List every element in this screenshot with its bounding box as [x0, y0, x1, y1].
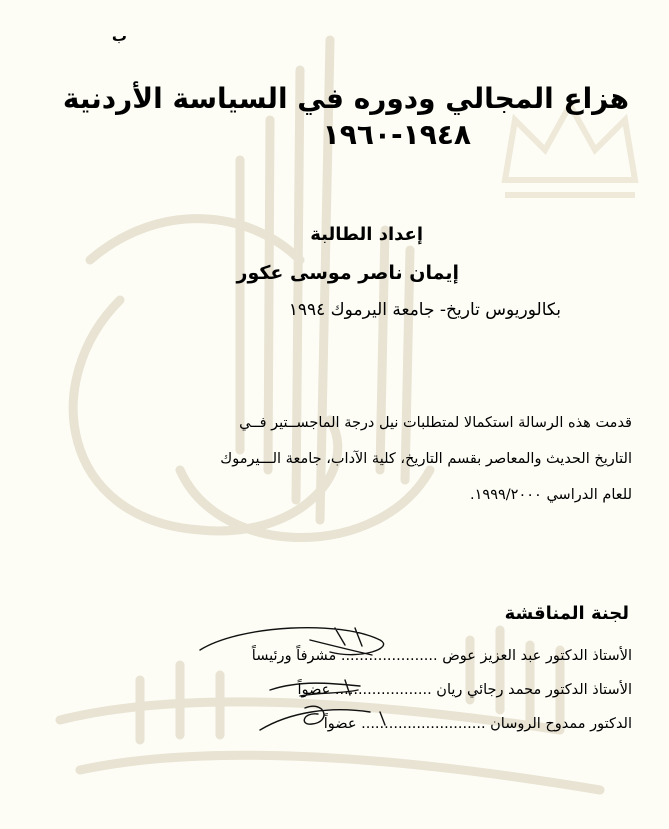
thesis-years: ١٩٤٨-١٩٦٠: [322, 118, 471, 151]
student-name: إيمان ناصر موسى عكور: [236, 262, 459, 284]
paragraph-line: التاريخ الحديث والمعاصر بقسم التاريخ، كلية الآداب، جامعة الـــيرموك: [220, 451, 632, 467]
committee-member: الأستاذ الدكتور عبد العزيز عوض ..................... مشرفاً ورئيساً: [251, 648, 632, 664]
submission-paragraph: [112, 405, 632, 513]
thesis-title: هزاع المجالي ودوره في السياسة الأردنية: [62, 82, 629, 115]
watermark-stroke: [80, 755, 600, 790]
paragraph-line: قدمت هذه الرسالة استكمالا لمتطلبات نيل درجة الماجســتير فــي: [239, 415, 632, 431]
crown-shape: [505, 105, 635, 180]
committee-member: الدكتور ممدوح الروسان ........................... عضواً: [323, 716, 632, 732]
committee-title: لجنة المناقشة: [504, 603, 629, 624]
prepared-by-label: إعداد الطالبة: [310, 224, 423, 245]
paragraph-line: للعام الدراسي ١٩٩٩/٢٠٠٠.: [470, 487, 632, 503]
page-letter: ب: [111, 27, 127, 45]
student-degree: بكالوريوس تاريخ- جامعة اليرموك ١٩٩٤: [288, 300, 561, 320]
committee-member: الأستاذ الدكتور محمد رجائي ريان ..................... عضواً: [297, 682, 632, 698]
